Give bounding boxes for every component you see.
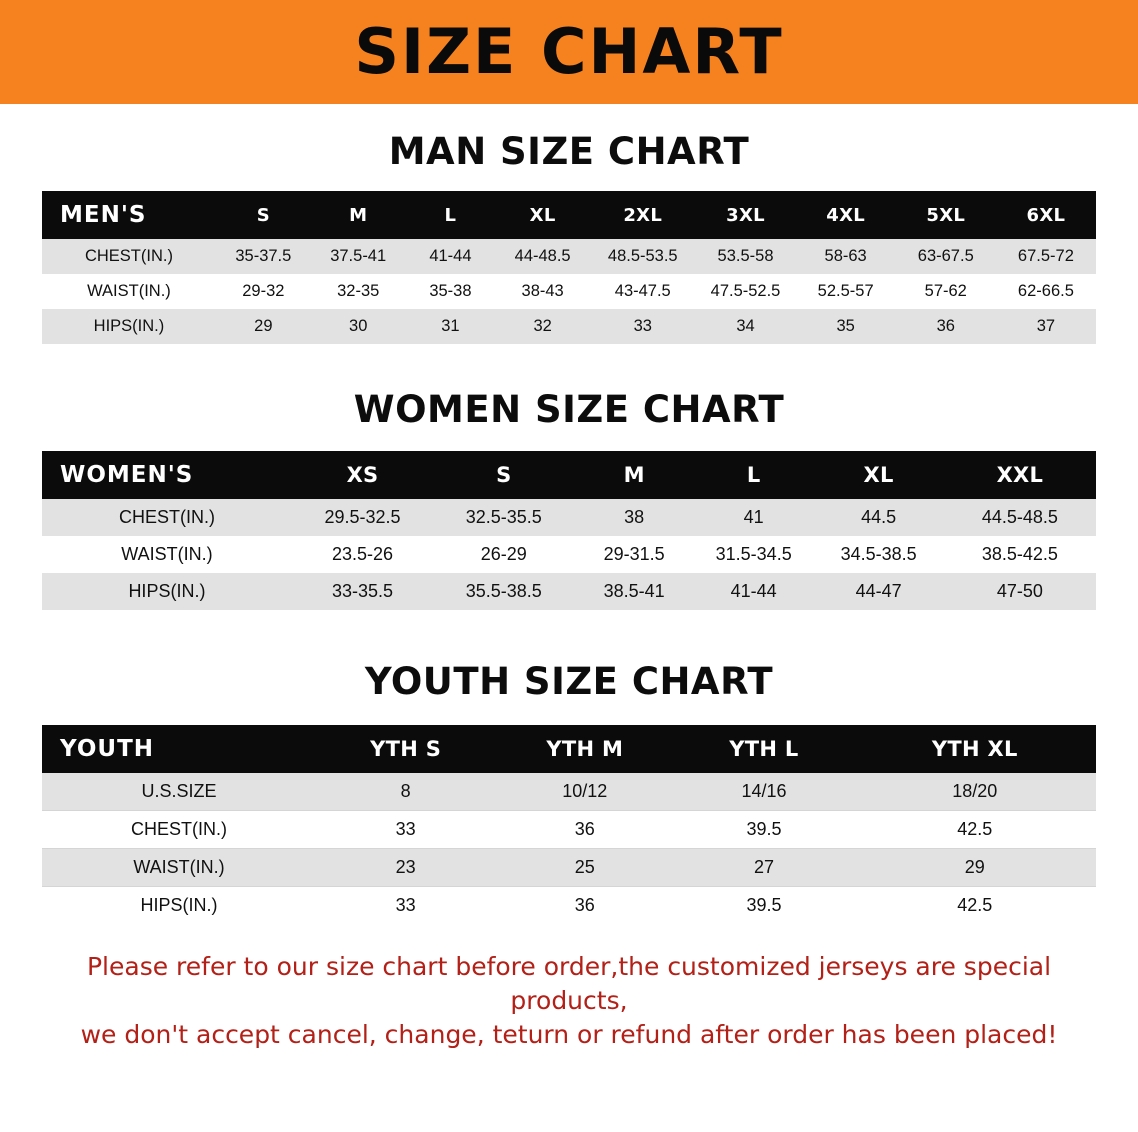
youth-row0-cell1: 10/12	[562, 781, 608, 801]
youth-row1-cell3: 42.5	[957, 819, 993, 839]
youth-row2-cell0: 23	[395, 857, 416, 877]
man-row0-cell6: 58-63	[824, 247, 867, 265]
page-title: SIZE CHART	[354, 15, 784, 88]
youth-header-cell-2: YTH M	[546, 737, 624, 761]
man-row2-cell1: 30	[349, 317, 368, 335]
man-section-title: MAN SIZE CHART	[388, 130, 750, 173]
women-size-table	[42, 451, 1096, 610]
man-size-table	[42, 191, 1096, 344]
youth-row1-cell0: 33	[395, 819, 416, 839]
women-row0-cell0: 29.5-32.5	[324, 507, 401, 527]
youth-header-cell-0: YOUTH	[60, 736, 155, 762]
table-row	[42, 309, 1096, 344]
man-row0-cell5: 53.5-58	[717, 247, 774, 265]
table-row	[42, 849, 1096, 887]
women-row0-cell4: 44.5	[861, 507, 897, 527]
youth-row3-cell2: 39.5	[746, 895, 782, 915]
man-row2-cell2: 31	[441, 317, 460, 335]
women-header-cell-4: L	[746, 463, 761, 487]
table-row	[42, 811, 1096, 849]
women-header-cell-3: M	[623, 463, 645, 487]
women-row2-cell5: 47-50	[996, 581, 1043, 601]
women-row1-cell3: 31.5-34.5	[715, 544, 792, 564]
disclaimer-line-1: Please refer to our size chart before order,the customized jerseys are special products,	[86, 952, 1052, 1015]
youth-row3-cell1: 36	[574, 895, 595, 915]
youth-row3-cell0: 33	[395, 895, 416, 915]
women-row1-cell5: 38.5-42.5	[981, 544, 1058, 564]
women-section-title: WOMEN SIZE CHART	[353, 388, 785, 431]
man-header-cell-1: S	[256, 204, 270, 226]
disclaimer-line-2: we don't accept cancel, change, teturn or refund after order has been placed!	[80, 1019, 1058, 1049]
man-row2-cell4: 33	[633, 317, 652, 335]
women-row2-cell4: 44-47	[855, 581, 902, 601]
man-row2-label: HIPS(IN.)	[93, 317, 165, 335]
youth-row1-label: CHEST(IN.)	[131, 819, 228, 839]
man-row1-cell6: 52.5-57	[817, 282, 874, 300]
table-row	[42, 887, 1096, 925]
man-row2-cell6: 35	[836, 317, 855, 335]
man-header-cell-4: XL	[529, 204, 556, 226]
man-row2-cell7: 36	[936, 317, 955, 335]
man-row1-cell3: 38-43	[521, 282, 564, 300]
man-row1-cell1: 32-35	[337, 282, 380, 300]
man-header-cell-7: 4XL	[826, 204, 866, 226]
youth-row1-cell2: 39.5	[746, 819, 782, 839]
women-row2-cell3: 41-44	[730, 581, 777, 601]
youth-row1-cell1: 36	[574, 819, 595, 839]
women-row1-cell4: 34.5-38.5	[840, 544, 917, 564]
youth-row0-label: U.S.SIZE	[141, 781, 217, 801]
women-row0-cell3: 41	[743, 507, 764, 527]
women-header-cell-1: XS	[346, 463, 379, 487]
youth-header-cell-1: YTH S	[370, 737, 442, 761]
man-header-cell-5: 2XL	[623, 204, 663, 226]
women-header-cell-2: S	[496, 463, 512, 487]
man-row1-cell2: 35-38	[429, 282, 472, 300]
table-row	[42, 499, 1096, 536]
man-header-cell-3: L	[444, 204, 457, 226]
man-row1-cell4: 43-47.5	[614, 282, 671, 300]
disclaimer-note	[34, 950, 1104, 1051]
page-banner	[0, 0, 1138, 104]
man-row0-label: CHEST(IN.)	[84, 247, 173, 265]
youth-size-table-wrapper	[42, 725, 1096, 924]
women-row0-label: CHEST(IN.)	[118, 507, 215, 527]
man-header-cell-2: M	[349, 204, 368, 226]
youth-row2-cell3: 29	[964, 857, 985, 877]
man-row2-cell5: 34	[736, 317, 755, 335]
table-row	[42, 773, 1096, 811]
man-row2-cell8: 37	[1036, 317, 1056, 335]
man-row1-label: WAIST(IN.)	[87, 282, 171, 300]
man-row1-cell7: 57-62	[924, 282, 967, 300]
youth-row0-cell0: 8	[400, 781, 411, 801]
women-row0-cell5: 44.5-48.5	[981, 507, 1058, 527]
youth-row2-cell2: 27	[753, 857, 774, 877]
man-row0-cell0: 35-37.5	[235, 247, 292, 265]
women-row0-cell2: 38	[624, 507, 645, 527]
man-size-table-wrapper	[42, 191, 1096, 344]
man-header-cell-6: 3XL	[726, 204, 765, 226]
man-header-cell-8: 5XL	[926, 204, 966, 226]
women-row2-cell0: 33-35.5	[332, 581, 394, 601]
man-row0-cell4: 48.5-53.5	[607, 247, 678, 265]
man-row1-cell5: 47.5-52.5	[710, 282, 781, 300]
man-row1-cell8: 62-66.5	[1017, 282, 1074, 300]
man-row0-cell3: 44-48.5	[514, 247, 571, 265]
youth-row0-cell2: 14/16	[741, 781, 787, 801]
youth-section-title: YOUTH SIZE CHART	[364, 660, 774, 703]
man-header-cell-0: MEN'S	[60, 202, 147, 228]
women-row0-cell1: 32.5-35.5	[465, 507, 542, 527]
women-size-table-wrapper	[42, 451, 1096, 610]
women-row1-cell1: 26-29	[480, 544, 527, 564]
man-row2-cell0: 29	[254, 317, 273, 335]
women-header-cell-6: XXL	[996, 463, 1044, 487]
women-row1-cell0: 23.5-26	[332, 544, 394, 564]
youth-row2-cell1: 25	[574, 857, 595, 877]
table-row	[42, 274, 1096, 309]
man-row0-cell2: 41-44	[429, 247, 472, 265]
women-header-cell-0: WOMEN'S	[60, 462, 194, 488]
youth-row2-label: WAIST(IN.)	[133, 857, 225, 877]
women-table-header-row	[42, 451, 1096, 499]
women-row2-cell1: 35.5-38.5	[465, 581, 542, 601]
women-row2-label: HIPS(IN.)	[128, 581, 206, 601]
man-row2-cell3: 32	[533, 317, 552, 335]
youth-table-header-row	[42, 725, 1096, 773]
youth-header-cell-3: YTH L	[729, 737, 799, 761]
women-row2-cell2: 38.5-41	[603, 581, 665, 601]
table-row	[42, 239, 1096, 274]
man-row0-cell7: 63-67.5	[917, 247, 974, 265]
man-table-header-row	[42, 191, 1096, 239]
man-header-cell-9: 6XL	[1026, 204, 1066, 226]
youth-row0-cell3: 18/20	[952, 781, 998, 801]
table-row	[42, 536, 1096, 573]
man-row0-cell8: 67.5-72	[1017, 247, 1074, 265]
table-row	[42, 573, 1096, 610]
women-row1-cell2: 29-31.5	[603, 544, 665, 564]
man-row0-cell1: 37.5-41	[330, 247, 387, 265]
youth-row3-label: HIPS(IN.)	[140, 895, 218, 915]
youth-row3-cell3: 42.5	[957, 895, 993, 915]
women-row1-label: WAIST(IN.)	[121, 544, 213, 564]
youth-size-table	[42, 725, 1096, 924]
youth-header-cell-4: YTH XL	[931, 737, 1018, 761]
women-header-cell-5: XL	[863, 463, 894, 487]
man-row1-cell0: 29-32	[242, 282, 285, 300]
